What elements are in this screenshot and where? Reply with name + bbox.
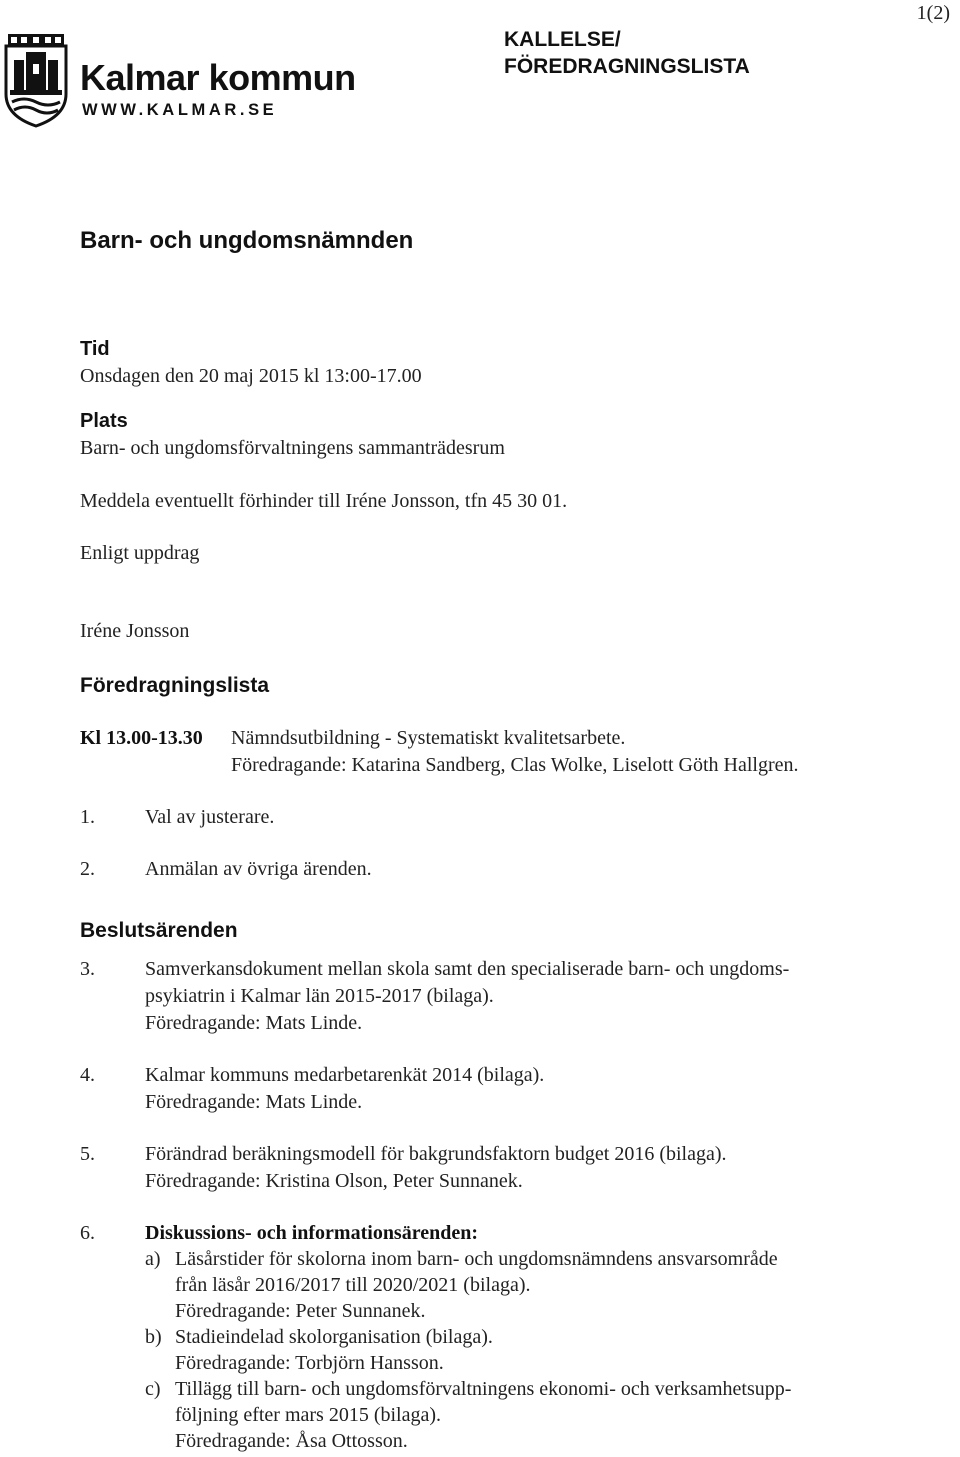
sub-item-presenter: Föredragande: Åsa Ottosson.	[175, 1430, 408, 1452]
document-type-title	[504, 26, 924, 80]
document-type-text: KALLELSE/ FÖREDRAGNINGSLISTA	[504, 28, 750, 78]
sub-item-text: följning efter mars 2015 (bilaga).	[175, 1404, 442, 1426]
brand-name: Kalmar kommun	[80, 57, 356, 98]
time-label: Tid	[80, 338, 110, 360]
decisions-title: Beslutsärenden	[80, 919, 238, 942]
kalmar-crest-icon	[2, 32, 70, 128]
session-presenters: Föredragande: Katarina Sandberg, Clas Wolke, Liselott Göth Hallgren.	[231, 754, 799, 776]
agenda-item-text: Anmälan av övriga ärenden.	[145, 858, 372, 880]
agenda-item-presenter: Föredragande: Mats Linde.	[145, 1091, 363, 1113]
sub-item-text: Stadieindelad skolorganisation (bilaga).	[175, 1326, 493, 1348]
agenda-item-number: 3.	[80, 958, 95, 980]
signoff-name: Iréne Jonsson	[80, 620, 190, 642]
agenda-item-number: 4.	[80, 1064, 95, 1086]
sub-item-letter: a)	[145, 1248, 161, 1270]
page-number: 1(2)	[916, 2, 950, 24]
time-value: Onsdagen den 20 maj 2015 kl 13:00-17.00	[80, 365, 422, 387]
brand-url: WWW.KALMAR.SE	[82, 101, 278, 119]
committee-title: Barn- och ungdomsnämnden	[80, 227, 414, 254]
agenda-title: Föredragningslista	[80, 674, 270, 697]
place-value: Barn- och ungdomsförvaltningens sammanträdesrum	[80, 437, 505, 459]
place-label: Plats	[80, 410, 128, 432]
agenda-item-presenter: Föredragande: Kristina Olson, Peter Sunnanek.	[145, 1170, 523, 1192]
sub-item-text: Läsårstider för skolorna inom barn- och ungdomsnämndens ansvarsområde	[175, 1248, 778, 1270]
agenda-item-number: 2.	[80, 858, 95, 880]
agenda-item-number: 6.	[80, 1222, 95, 1244]
session-time: Kl 13.00-13.30	[80, 727, 203, 749]
sub-item-letter: c)	[145, 1378, 161, 1400]
sub-item-text: Tillägg till barn- och ungdomsförvaltningens ekonomi- och verksamhetsupp-	[175, 1378, 792, 1400]
agenda-item-text: Val av justerare.	[145, 806, 275, 828]
sub-item-presenter: Föredragande: Torbjörn Hansson.	[175, 1352, 444, 1374]
notice-text: Meddela eventuellt förhinder till Iréne Jonsson, tfn 45 30 01.	[80, 490, 568, 512]
discussion-title: Diskussions- och informationsärenden:	[145, 1222, 479, 1244]
agenda-item-text: psykiatrin i Kalmar län 2015-2017 (bilaga).	[145, 985, 494, 1007]
agenda-item-text: Kalmar kommuns medarbetarenkät 2014 (bilaga).	[145, 1064, 545, 1086]
sub-item-letter: b)	[145, 1326, 162, 1348]
agenda-item-number: 5.	[80, 1143, 95, 1165]
agenda-item-text: Förändrad beräkningsmodell för bakgrundsfaktorn budget 2016 (bilaga).	[145, 1143, 727, 1165]
agenda-item-text: Samverkansdokument mellan skola samt den specialiserade barn- och ungdoms-	[145, 958, 790, 980]
sub-item-presenter: Föredragande: Peter Sunnanek.	[175, 1300, 426, 1322]
sub-item-text: från läsår 2016/2017 till 2020/2021 (bilaga).	[175, 1274, 531, 1296]
agenda-item-number: 1.	[80, 806, 95, 828]
signoff-phrase: Enligt uppdrag	[80, 542, 200, 564]
session-topic: Nämndsutbildning - Systematiskt kvalitetsarbete.	[231, 727, 626, 749]
agenda-item-presenter: Föredragande: Mats Linde.	[145, 1012, 363, 1034]
